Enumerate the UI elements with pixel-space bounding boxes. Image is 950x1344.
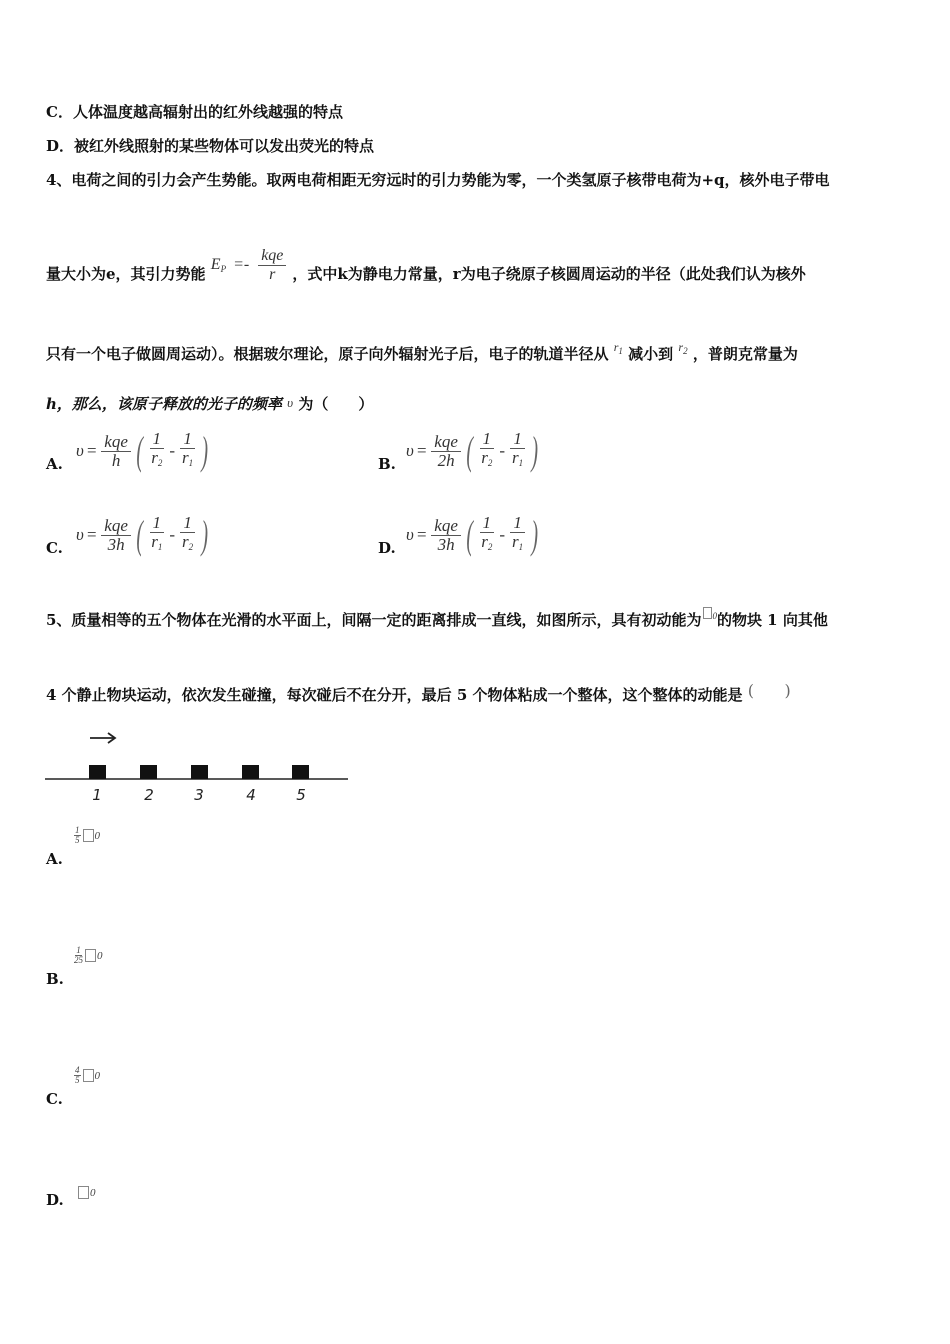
q5-text-line1	[46, 610, 828, 632]
q4-line3-part3: ，普朗克常量为	[692, 345, 798, 363]
q4-option-a-label[interactable]: A.	[46, 455, 63, 473]
q5-option-c-label[interactable]: C.	[46, 1090, 63, 1108]
q5-option-b-label[interactable]: B.	[46, 970, 64, 988]
block-4	[242, 765, 259, 779]
q4-text-line3	[46, 340, 798, 369]
block-3	[191, 765, 208, 779]
block-label-2: 2	[144, 786, 154, 804]
q4-option-b-label[interactable]: B.	[378, 455, 396, 473]
answer-blank: ( )	[747, 681, 791, 700]
q4-option-d-label[interactable]: D.	[378, 539, 396, 557]
q4-line4-part2: 为（ ）	[298, 395, 374, 413]
q5-option-d-value: 0	[76, 1186, 96, 1199]
block-5	[292, 765, 309, 779]
q4-option-c-label[interactable]: C.	[46, 539, 63, 557]
q4-option-b-formula: υ = $\frac{\text{kqe}}{2h}$ ( $\frac{1}{r_2}$ - $\frac{1}{r_1}$ )	[406, 428, 539, 473]
q5-text-line2	[46, 681, 791, 705]
potential-energy-formula: $E_P$ =- $\frac{\text{kqe}}{r}$	[211, 256, 293, 273]
q5-option-a-value: 1 5 0	[75, 825, 100, 845]
nu-symbol: υ	[287, 395, 294, 410]
block-label-5: 5	[296, 786, 306, 804]
q5-option-d-label[interactable]: D.	[46, 1191, 64, 1209]
r1-symbol: r1	[613, 340, 623, 356]
q5-line1-part2: 的物块 1 向其他	[716, 611, 828, 629]
q4-option-a-formula: υ = $\frac{\text{kqe}}{h}$ ( $\frac{1}{r_2}$ - $\frac{1}{r_1}$ )	[76, 428, 209, 473]
q5-option-c-value: 4 5 0	[75, 1065, 100, 1085]
q4-line4-part1: h，那么，该原子释放的光子的频率	[46, 395, 282, 413]
q4-line3-part1: 只有一个电子做圆周运动）。根据玻尔理论，原子向外辐射光子后，电子的轨道半径从	[46, 345, 609, 363]
block-2	[140, 765, 157, 779]
q5-option-a-label[interactable]: A.	[46, 850, 63, 868]
q4-line3-part2: 减小到	[628, 345, 674, 363]
q5-line2-text: 4 个静止物块运动，依次发生碰撞，每次碰后不在分开，最后 5 个物体粘成一个整体，这个整体的动能是	[46, 686, 743, 704]
q4-text-line4	[46, 394, 373, 415]
block-label-4: 4	[246, 786, 256, 804]
q4-text-line1: 4、电荷之间的引力会产生势能。取两电荷相距无穷远时的引力势能为零，一个类氢原子核带电荷为+q，核外电子带电	[46, 171, 830, 189]
ek0-subscript: 0	[712, 611, 717, 621]
r2-symbol: r2	[678, 340, 688, 356]
prev-option-c: C．人体温度越高辐射出的红外线越强的特点	[46, 103, 343, 121]
q5-line1-part1: 5、质量相等的五个物体在光滑的水平面上，间隔一定的距离排成一直线，如图所示，具有初动能为	[46, 611, 702, 629]
q4-text-line2	[46, 247, 806, 294]
block-label-3: 3	[194, 786, 204, 804]
blocks-diagram	[44, 725, 350, 807]
block-label-1: 1	[92, 786, 102, 804]
q5-option-b-value: 1 25 0	[74, 945, 103, 965]
prev-option-d: D．被红外线照射的某些物体可以发出荧光的特点	[46, 137, 375, 155]
q4-line2-end: ，式中k为静电力常量，r为电子绕原子核圆周运动的半径（此处我们认为核外	[292, 265, 806, 284]
block-1	[89, 765, 106, 779]
q4-option-d-formula: υ = $\frac{\text{kqe}}{3h}$ ( $\frac{1}{r_2}$ - $\frac{1}{r_1}$ )	[406, 512, 539, 557]
q4-line2-start: 量大小为e，其引力势能	[46, 265, 206, 284]
velocity-arrow-icon	[90, 733, 115, 743]
q4-option-c-formula: υ = $\frac{\text{kqe}}{3h}$ ( $\frac{1}{r_1}$ - $\frac{1}{r_2}$ )	[76, 512, 209, 557]
